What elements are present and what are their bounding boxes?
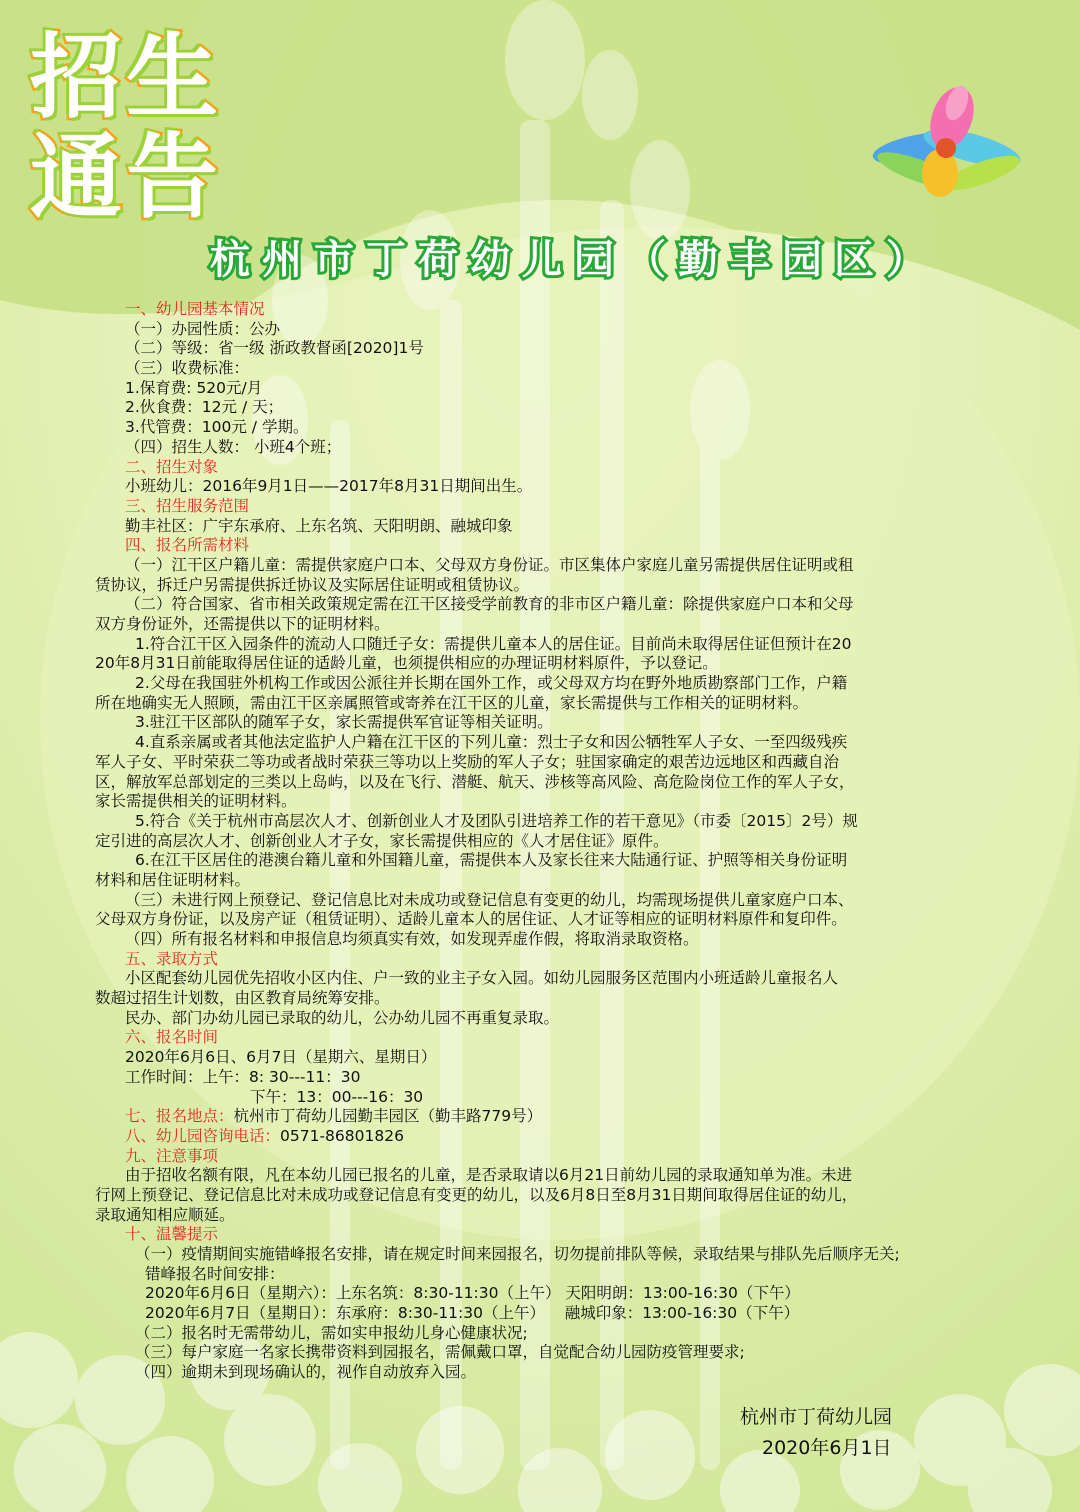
footer-date: 2020年6月1日 bbox=[762, 1437, 892, 1459]
section-10-line: （四）逾期未到现场确认的，视作自动放弃入园。 bbox=[135, 1363, 477, 1382]
section-4-line: 区，解放军总部划定的三类以上岛屿，以及在飞行、潜艇、航天、涉核等高风险、高危险岗位工作的军人子女， bbox=[95, 772, 855, 791]
section-1-line: （二）等级：省一级 浙政教督函[2020]1号 bbox=[125, 339, 424, 358]
section-9-line: 由于招收名额有限，凡在本幼儿园已报名的儿童，是否录取请以6月21日前幼儿园的录取通知单为准。未进 bbox=[125, 1166, 853, 1185]
section-4-line: 材料和居住证明材料。 bbox=[95, 870, 251, 889]
section-1-line: （三）收费标准： bbox=[125, 359, 250, 378]
section-4-line: （四）所有报名材料和申报信息均须真实有效，如发现弄虚作假，将取消录取资格。 bbox=[125, 930, 699, 948]
section-1-line: 1.保育费: 520元/月 bbox=[125, 378, 263, 397]
section-1-line: （四）招生人数： 小班4个班； bbox=[125, 437, 342, 456]
section-9-line: 录取通知相应顺延。 bbox=[95, 1205, 235, 1224]
section-7-heading: 七、报名地点： bbox=[125, 1107, 234, 1126]
section-4-line: 家长需提供相关的证明材料。 bbox=[95, 792, 297, 811]
footer-organization: 杭州市丁荷幼儿园 bbox=[740, 1406, 893, 1428]
section-4-line: 4.直系亲属或者其他法定监护人户籍在江干区的下列儿童：烈士子女和因公牺牲军人子女、一至四级残疾 bbox=[135, 733, 848, 752]
section-5-line: 数超过招生计划数，由区教育局统筹安排。 bbox=[95, 989, 390, 1008]
section-1-heading: 一、幼儿园基本情况 bbox=[125, 300, 265, 318]
section-8-heading: 八、幼儿园咨询电话： bbox=[125, 1126, 281, 1145]
section-4-line: 军人子女、平时荣获二等功或者战时荣获三等功以上奖励的军人子女；驻国家确定的艰苦边远地区和西藏自治 bbox=[95, 752, 840, 771]
section-10-line: 2020年6月7日（星期日）：东承府：8:30-11:30（上午） 融城印象：13:00-16:30（下午） bbox=[145, 1304, 800, 1323]
section-6-line: 下午：13：00---16：30 bbox=[250, 1087, 424, 1106]
section-4-line: 赁协议，拆迁户另需提供拆迁协议及实际居住证明或租赁协议。 bbox=[95, 575, 530, 594]
section-4-line: 1.符合江干区入园条件的流动人口随迁子女：需提供儿童本人的居住证。目前尚未取得居住证但预计在20 bbox=[135, 634, 852, 653]
kindergarten-name: 杭州市丁荷幼儿园（勤丰园区） bbox=[210, 237, 938, 283]
section-1-line: 2.伙食费：12元 / 天； bbox=[125, 398, 284, 417]
section-5-heading: 五、录取方式 bbox=[125, 949, 219, 968]
section-4-line: 2.父母在我国驻外机构工作或因公派往并长期在国外工作，或父母双方均在野外地质勘察部门工作，户籍 bbox=[135, 674, 848, 693]
section-4-line: 3.驻江干区部队的随军子女，家长需提供军官证等相关证明。 bbox=[135, 713, 553, 732]
section-9-line: 行网上预登记、登记信息比对未成功或登记信息有变更的幼儿，以及6月8日至8月31日期间取得居住证的幼儿， bbox=[95, 1185, 858, 1204]
section-9-heading: 九、注意事项 bbox=[125, 1146, 219, 1165]
section-6-line: 工作时间：上午：8: 30---11：30 bbox=[125, 1067, 361, 1086]
section-1-line: （一）办园性质：公办 bbox=[125, 319, 281, 338]
section-4-line: （三）未进行网上预登记、登记信息比对未成功或登记信息有变更的幼儿，均需现场提供儿童家庭户口本、 bbox=[125, 890, 854, 909]
section-6-line: 2020年6月6日、6月7日（星期六、星期日） bbox=[125, 1048, 437, 1067]
section-1-line: 3.代管费：100元 / 学期。 bbox=[125, 418, 309, 437]
section-10-heading: 十、温馨提示 bbox=[125, 1225, 219, 1244]
section-3-heading: 三、招生服务范围 bbox=[125, 496, 250, 515]
section-10-line: （二）报名时无需带幼儿，需如实申报幼儿身心健康状况; bbox=[135, 1323, 528, 1342]
section-4-line: 定引进的高层次人才、创新创业人才子女，家长需提供相应的《人才居住证》原件。 bbox=[95, 831, 669, 850]
section-8-row bbox=[95, 1127, 995, 1147]
flower-logo-icon bbox=[862, 78, 1032, 208]
section-4-line: （二）符合国家、省市相关政策规定需在江干区接受学前教育的非市区户籍儿童：除提供家庭户口本和父母 bbox=[125, 595, 854, 614]
section-5-line: 民办、部门办幼儿园已录取的幼儿，公办幼儿园不再重复录取。 bbox=[125, 1008, 560, 1027]
section-4-line: 6.在江干区居住的港澳台籍儿童和外国籍儿童，需提供本人及家长往来大陆通行证、护照等相关身份证明 bbox=[135, 851, 848, 870]
section-3-line: 勤丰社区：广宇东承府、上东名筑、天阳明朗、融城印象 bbox=[125, 516, 513, 535]
section-10-line: 错峰报名时间安排： bbox=[145, 1264, 285, 1283]
section-4-line: 20年8月31日前能取得居住证的适龄儿童，也须提供相应的办理证明材料原件，予以登记。 bbox=[95, 654, 718, 673]
section-4-line: 双方身份证外，还需提供以下的证明材料。 bbox=[95, 615, 390, 633]
consult-phone: 0571-86801826 bbox=[280, 1126, 404, 1145]
section-4-line: 所在地确实无人照顾，需由江干区亲属照管或寄养在江干区的儿童，家长需提供与工作相关的证明材料。 bbox=[95, 693, 809, 712]
section-4-line: 父母双方身份证，以及房产证（租赁证明）、适龄儿童本人的居住证、人才证等相应的证明材料原件和复印件。 bbox=[95, 910, 847, 929]
notice-body bbox=[95, 300, 995, 1383]
section-2-line: 小班幼儿：2016年9月1日——2017年8月31日期间出生。 bbox=[125, 477, 533, 496]
registration-address: 杭州市丁荷幼儿园勤丰园区（勤丰路779号） bbox=[233, 1107, 543, 1126]
section-5-line: 小区配套幼儿园优先招收小区内住、户一致的业主子女入园。如幼儿园服务区范围内小班适龄儿童报名人 bbox=[125, 969, 839, 988]
section-4-line: 5.符合《关于杭州市高层次人才、创新创业人才及团队引进培养工作的若干意见》（市委〔2015〕2号）规 bbox=[135, 811, 858, 830]
section-4-heading: 四、报名所需材料 bbox=[125, 536, 250, 555]
section-10-line: （一）疫情期间实施错峰报名安排，请在规定时间来园报名，切勿提前排队等候，录取结果与排队先后顺序无关; bbox=[135, 1245, 900, 1263]
section-2-heading: 二、招生对象 bbox=[125, 457, 219, 476]
title-line-2: 通告 bbox=[30, 124, 223, 231]
section-10-line: 2020年6月6日（星期六）：上东名筑：8:30-11:30（上午） 天阳明朗：13:00-16:30（下午） bbox=[145, 1284, 800, 1303]
section-6-heading: 六、报名时间 bbox=[125, 1028, 219, 1047]
section-10-line: （三）每户家庭一名家长携带资料到园报名，需佩戴口罩，自觉配合幼儿园防疫管理要求; bbox=[135, 1343, 745, 1362]
title-line-1: 招生 bbox=[30, 24, 223, 131]
section-7-row bbox=[95, 1107, 995, 1127]
section-4-line: （一）江干区户籍儿童：需提供家庭户口本、父母双方身份证。市区集体户家庭儿童另需提供居住证明或租 bbox=[125, 555, 854, 574]
